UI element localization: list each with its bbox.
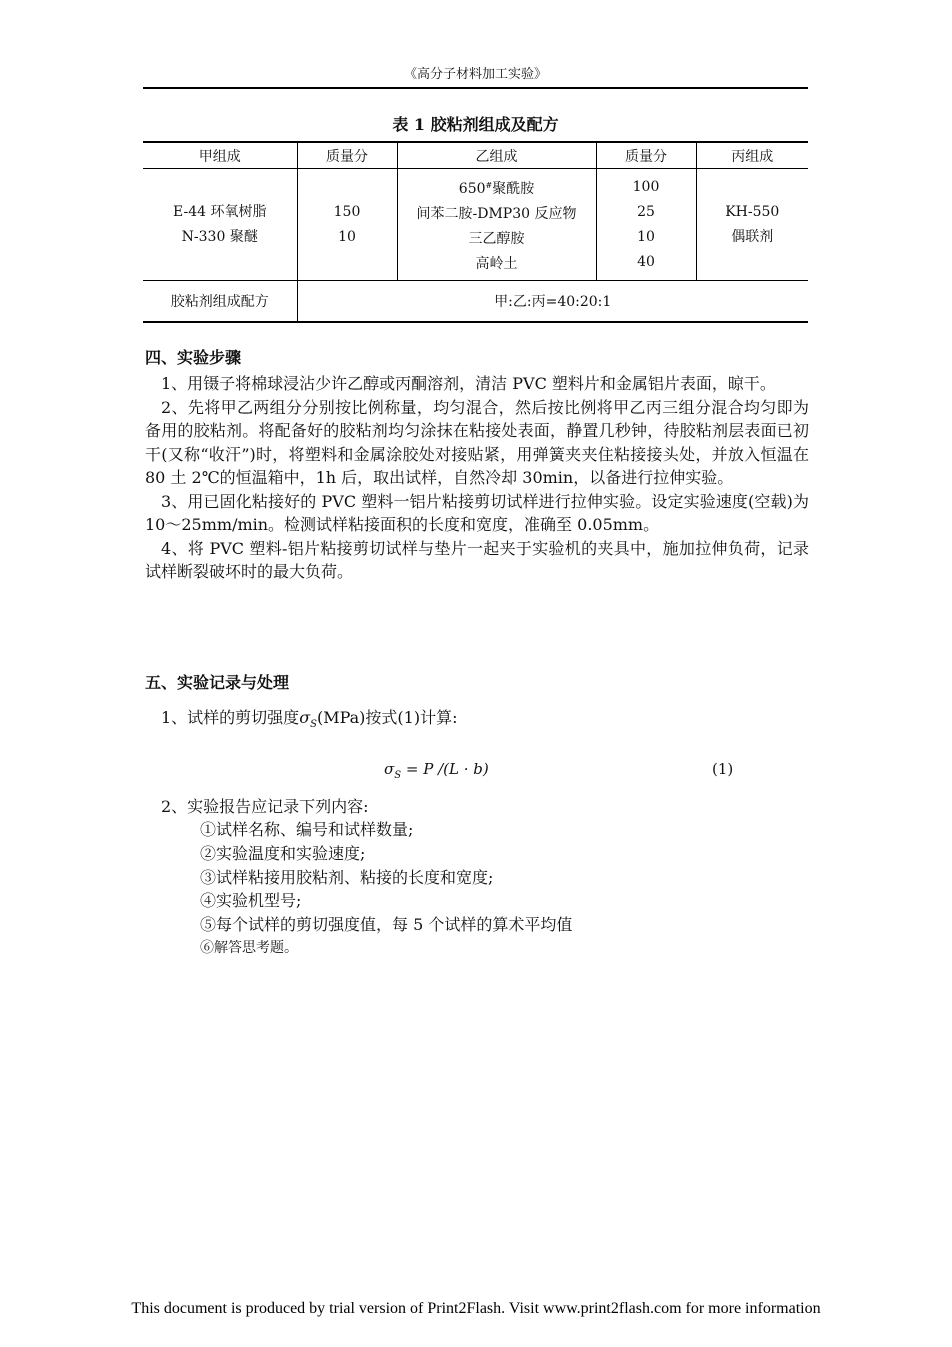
column-header: 乙组成 (397, 142, 596, 169)
component-a-item: E-44 环氧树脂 (173, 203, 267, 220)
column-header: 质量分 (596, 142, 696, 169)
list-item: ⑥解答思考题。 (200, 939, 298, 956)
equation-sigma: σ (384, 760, 395, 778)
component-a-parts-cell (297, 169, 397, 281)
list-item: ②实验温度和实验速度; (200, 843, 366, 863)
list-item: ③试样粘接用胶粘剂、粘接的长度和宽度; (200, 867, 494, 887)
component-b-item-code: 650 (458, 180, 486, 197)
component-a-item: N-330 聚醚 (181, 228, 258, 245)
report-items-list (200, 818, 572, 961)
step-paragraph: 2、先将甲乙两组分分别按比例称量，均匀混合，然后按比例将甲乙丙三组分混合均匀即为备用的胶粘剂。将配备好的胶粘剂均匀涂抹在粘接处表面，静置几秒钟，待胶粘剂层表面已初干(又称“收汗”)时，将塑料和金属涂胶处对接贴紧，用弹簧夹夹住粘接接头处，并放入恒温在 80 土 2℃的恒温箱中，1h 后，取出试样，自然冷却 30min，以备进行拉伸实验。 (145, 397, 809, 487)
sigma-letter: σ (299, 708, 311, 727)
component-b-cell (397, 169, 596, 281)
steps-list (145, 372, 809, 584)
report-contents-intro: 2、实验报告应记录下列内容: (161, 797, 369, 816)
component-b-part: 10 (637, 228, 655, 245)
column-header: 质量分 (297, 142, 397, 169)
component-b-item: 三乙醇胺 (468, 230, 525, 247)
page-header: 《高分子材料加工实验》 (403, 67, 547, 82)
ratio-label: 胶粘剂组成配方 (143, 281, 297, 323)
component-b-part: 100 (632, 178, 660, 195)
shear-strength-intro (145, 706, 809, 737)
component-c-cell (696, 169, 808, 281)
column-header: 丙组成 (696, 142, 808, 169)
intro-suffix: (MPa)按式(1)计算: (316, 708, 458, 727)
table-footer-row (143, 281, 808, 323)
component-a-part: 10 (338, 228, 356, 245)
list-item: ④实验机型号; (200, 891, 302, 911)
trial-watermark: This document is produced by trial version of Print2Flash. Visit www.print2flash.com for more information (131, 1300, 821, 1317)
step-paragraph: 1、用镊子将棉球浸沾少许乙醇或丙酮溶剂，清洁 PVC 塑料片和金属铝片表面，晾干。 (161, 374, 776, 393)
shear-strength-equation (384, 758, 489, 787)
list-item: ①试样名称、编号和试样数量; (200, 820, 414, 839)
section-title-records: 五、实验记录与处理 (145, 673, 290, 692)
ratio-value: 甲:乙:丙=40:20:1 (297, 281, 808, 323)
component-a-cell (143, 169, 297, 281)
column-header: 甲组成 (143, 142, 297, 169)
section-title-steps: 四、实验步骤 (145, 348, 242, 367)
equation-rhs: = P /(L · b) (401, 760, 489, 778)
component-b-part: 40 (637, 253, 655, 270)
table-row (143, 169, 808, 281)
component-c-item: 偶联剂 (731, 228, 774, 245)
step-paragraph: 3、用已固化粘接好的 PVC 塑料一铝片粘接剪切试样进行拉伸实验。设定实验速度(空载)为 10～25mm/min。检测试样粘接面积的长度和宽度，准确至 0.05mm。 (145, 491, 809, 534)
component-b-item-sup: # (485, 180, 493, 190)
intro-prefix: 1、试样的剪切强度 (161, 708, 300, 727)
equation-number: (1) (712, 760, 734, 778)
component-b-part: 25 (637, 203, 655, 220)
component-b-item: 高岭土 (475, 255, 518, 272)
component-b-parts-cell (596, 169, 696, 281)
sigma-subscript: S (310, 719, 317, 731)
component-c-item: KH-550 (725, 203, 780, 220)
component-b-item-name: 聚酰胺 (492, 180, 535, 197)
component-a-part: 150 (333, 203, 361, 220)
component-b-item (398, 173, 596, 202)
sigma-symbol (299, 708, 317, 731)
component-b-item: 间苯二胺-DMP30 反应物 (416, 205, 577, 222)
list-item: ⑤每个试样的剪切强度值，每 5 个试样的算术平均值 (200, 915, 573, 935)
step-paragraph: 4、将 PVC 塑料-铝片粘接剪切试样与垫片一起夹于实验机的夹具中，施加拉伸负荷，记录试样断裂破坏时的最大负荷。 (145, 538, 809, 581)
header-rule (143, 87, 808, 89)
table-header-row (143, 142, 808, 169)
equation-subscript: S (394, 770, 402, 781)
formula-table (143, 141, 808, 323)
table-title: 表 1 胶粘剂组成及配方 (392, 115, 559, 134)
